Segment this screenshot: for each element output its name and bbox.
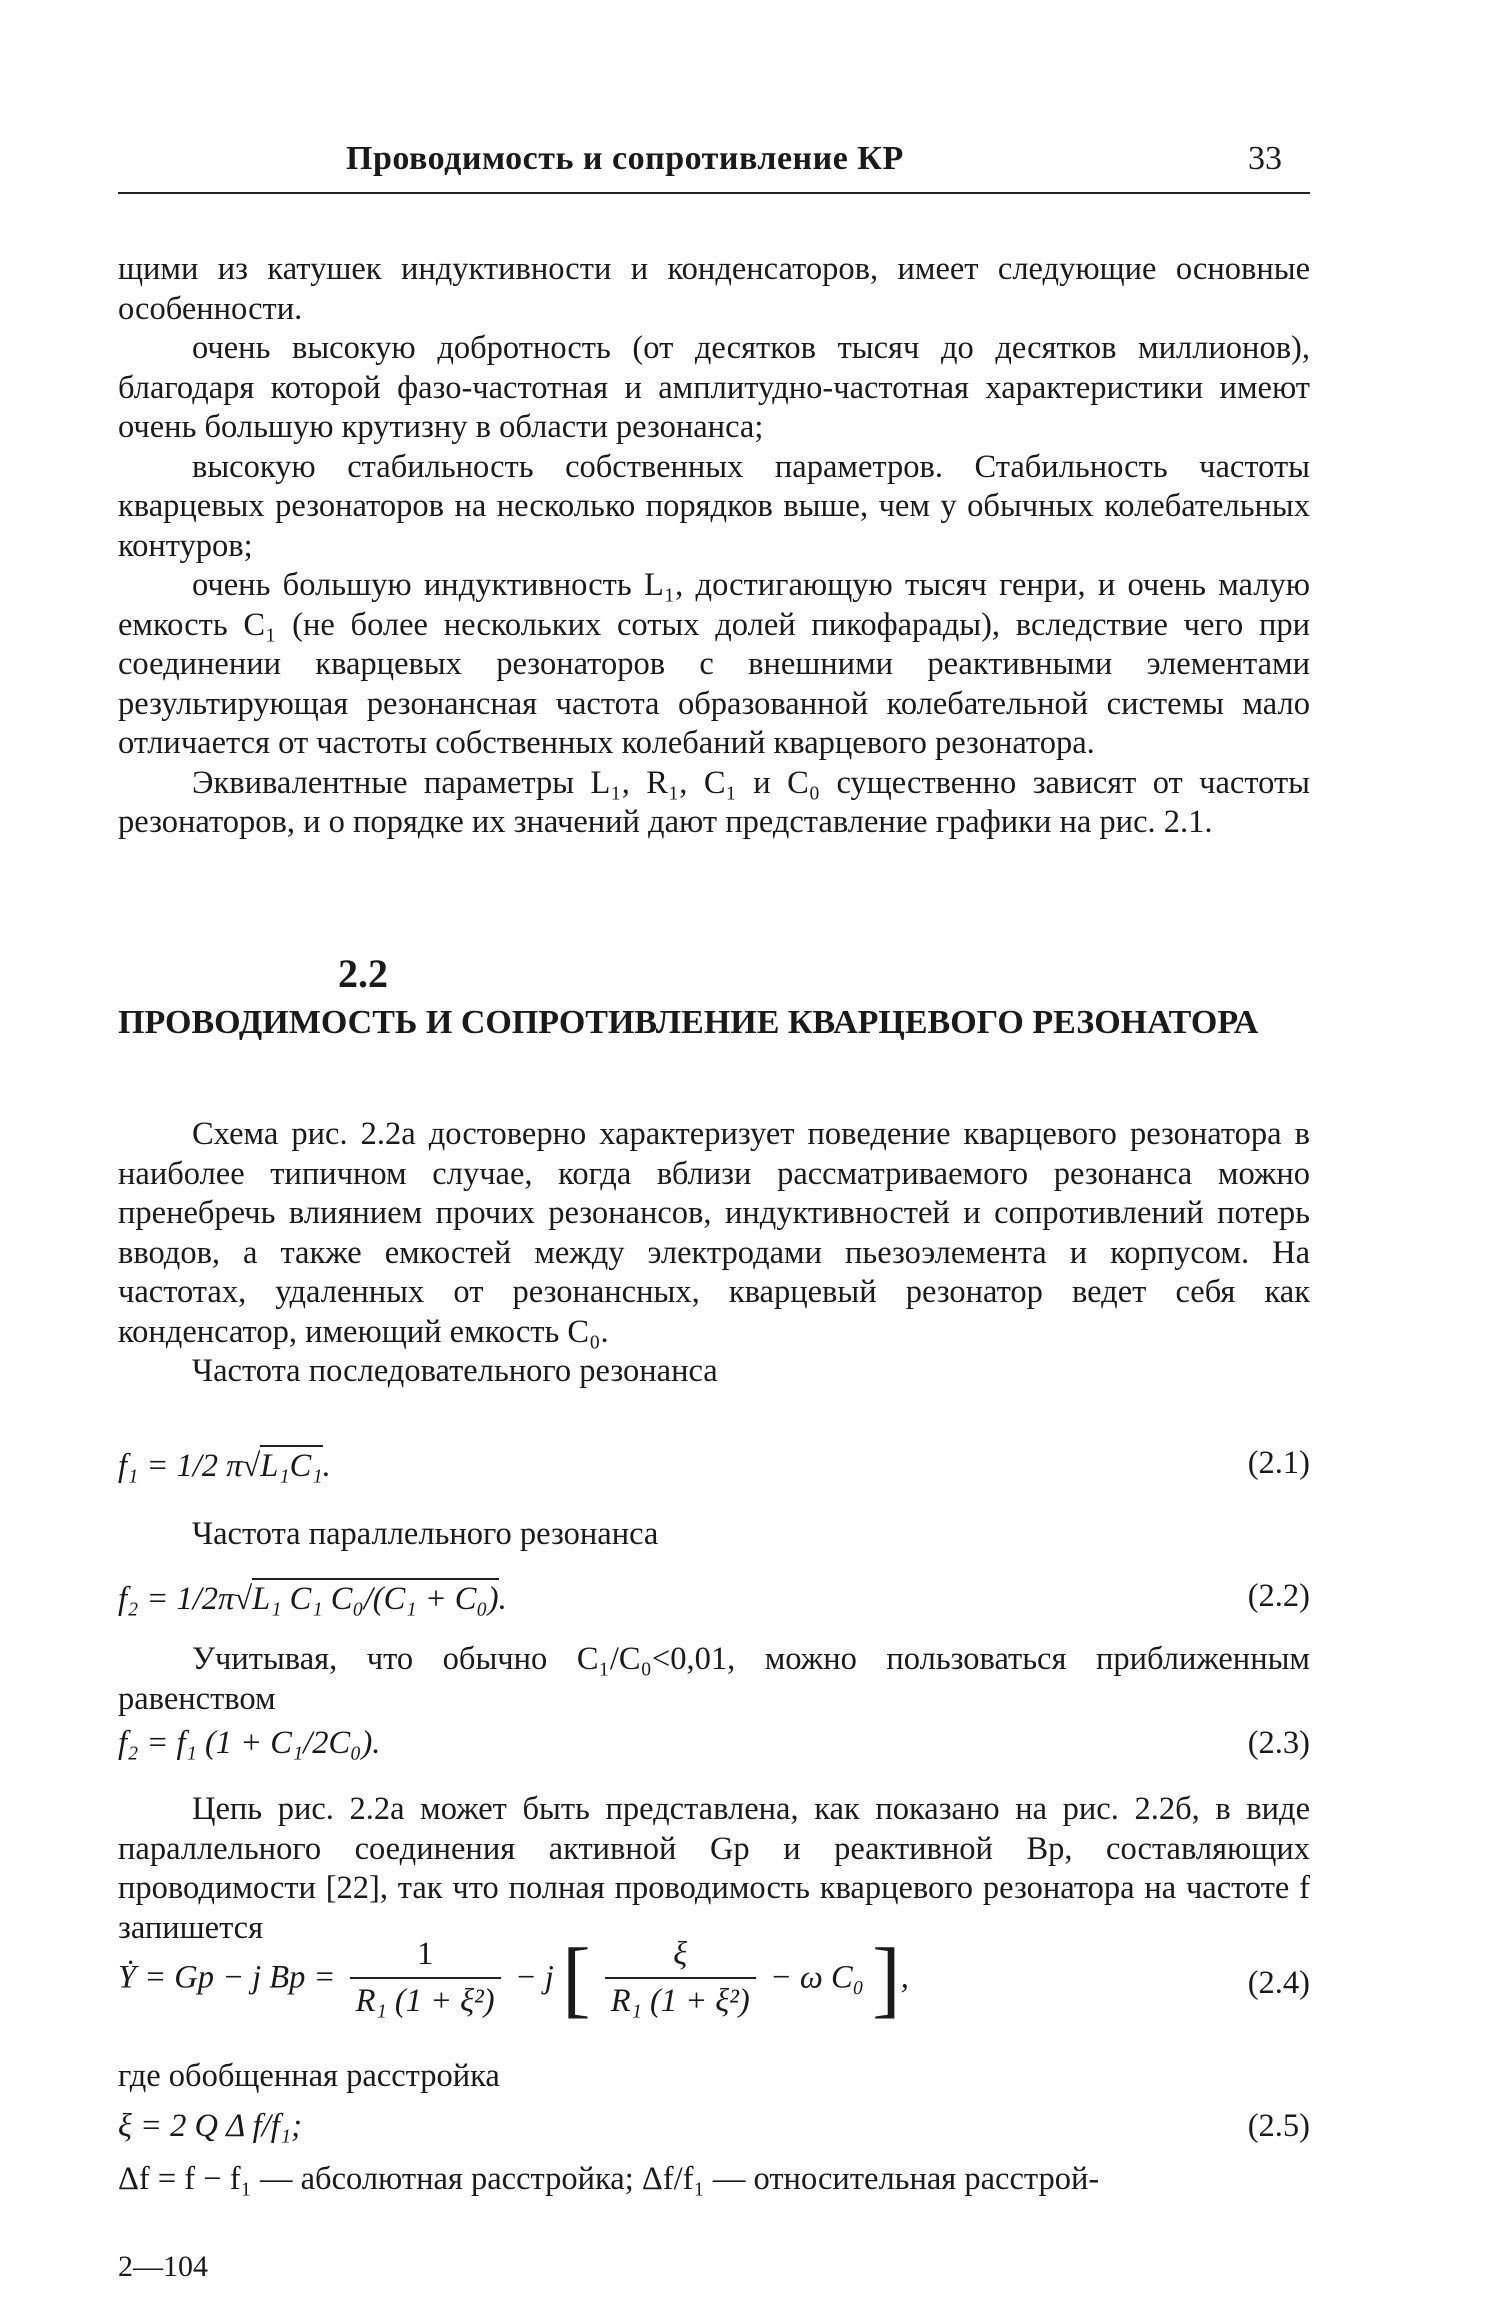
equation-number: (2.5) xyxy=(1247,2108,1310,2144)
paragraph: очень высокую добротность (от десятков тысяч до десятков миллионов), благодаря которой фазо-частотная и амплитудно-частотная характеристики имеют очень большую крутизну в области резонанса; xyxy=(118,330,1310,445)
paragraph: Частота параллельного резонанса xyxy=(192,1516,659,1552)
equation-2-5 xyxy=(118,2108,1310,2152)
section-paragraph xyxy=(118,1640,1310,1719)
paragraph: Цепь рис. 2.2а может быть представлена, как показано на рис. 2.2б, в виде параллельного соединения активной Gр и реактивной Bр, составляющих проводимости [22], так что полная проводимость кварцевого резонатора на частоте f запишется xyxy=(118,1791,1310,1946)
paragraph: где обобщенная расстройка xyxy=(118,2058,500,2094)
section-paragraph xyxy=(118,2057,1310,2097)
paragraph: Учитывая, что обычно C₁/C₀<0,01, можно пользоваться приближенным равенством xyxy=(118,1641,1310,1717)
section-paragraph xyxy=(118,1790,1310,1948)
equation-number: (2.2) xyxy=(1247,1578,1310,1614)
fraction: $\frac{\xi}{\text{R₁ (1 + ξ²)}}$ xyxy=(605,1936,756,2020)
equation-2-1 xyxy=(118,1445,1310,1489)
intro-text xyxy=(118,250,1310,843)
paragraph: Δf = f − f₁ — абсолютная расстройка; Δf/f₁ — относительная расстрой- xyxy=(118,2161,1100,2197)
paragraph: очень большую индуктивность L₁, достигающую тысяч генри, и очень малую емкость C₁ (не более нескольких сотых долей пикофарады), вследствие чего при соединении кварцевых резонаторов с внешними реактивными элементами результирующая резонансная частота образованной колебательной системы мало отличается от частоты собственных колебаний кварцевого резонатора. xyxy=(118,567,1310,761)
equation-number: (2.4) xyxy=(1247,1965,1310,2001)
paragraph: высокую стабильность собственных параметров. Стабильность частоты кварцевых резонаторов на несколько порядков выше, чем у обычных колебательных контуров; xyxy=(118,448,1310,564)
paragraph: Эквивалентные параметры L₁, R₁, C₁ и C₀ существенно зависят от частоты резонаторов, и о порядке их значений дают представление графики на рис. 2.1. xyxy=(118,764,1310,840)
equation-formula: ξ = 2 Q Δ f/f₁; xyxy=(118,2108,302,2144)
equation-formula: f₁ = 1/2 π√L₁C₁. xyxy=(118,1445,331,1485)
equation-number: (2.1) xyxy=(1247,1445,1310,1481)
radicand: L₁ C₁ C₀/(C₁ + C₀) xyxy=(252,1578,498,1618)
running-header-title: Проводимость и сопротивление КР xyxy=(346,140,904,177)
radicand: L₁C₁ xyxy=(260,1445,322,1485)
fraction: $\frac{1}{\text{R₁ (1 + ξ²)}}$ xyxy=(350,1936,501,2020)
paragraph: щими из катушек индуктивности и конденсаторов, имеет следующие основные особенности. xyxy=(118,251,1310,327)
signature-mark: 2—104 xyxy=(118,2250,208,2283)
equation-2-2 xyxy=(118,1578,1310,1622)
paragraph: Частота последовательного резонанса xyxy=(192,1353,718,1389)
section-paragraph xyxy=(118,1115,1310,1392)
section-paragraph xyxy=(118,2160,1310,2200)
equation-formula: Ẏ = Gр − j Bр = $\frac{1}{\text{R₁ (1 + ξ²)}}$ − j [ $\frac{\xi}{\text{R₁ (1 + ξ²)}}$ − ω C₀ ], xyxy=(118,1930,909,2026)
equation-2-3 xyxy=(118,1725,1310,1769)
equation-number: (2.3) xyxy=(1247,1725,1310,1761)
section-number: 2.2 xyxy=(338,951,388,996)
section-title: ПРОВОДИМОСТЬ И СОПРОТИВЛЕНИЕ КВАРЦЕВОГО РЕЗОНАТОРА xyxy=(118,1004,1259,1041)
page-number: 33 xyxy=(1248,140,1282,177)
paragraph: Схема рис. 2.2а достоверно характеризует поведение кварцевого резонатора в наиболее типичном случае, когда вблизи рассматриваемого резонанса можно пренебречь влиянием прочих резонансов, индуктивностей и сопротивлений потерь вводов, а также емкостей между электродами пьезоэлемента и корпусом. На частотах, удаленных от резонансных, кварцевый резонатор ведет себя как конденсатор, имеющий емкость C₀. xyxy=(118,1116,1310,1350)
header-rule xyxy=(118,192,1310,194)
equation-2-4 xyxy=(118,1930,1310,2045)
equation-formula: f₂ = 1/2π√L₁ C₁ C₀/(C₁ + C₀). xyxy=(118,1578,507,1618)
section-paragraph xyxy=(118,1515,1310,1555)
equation-formula: f₂ = f₁ (1 + C₁/2C₀). xyxy=(118,1725,381,1761)
